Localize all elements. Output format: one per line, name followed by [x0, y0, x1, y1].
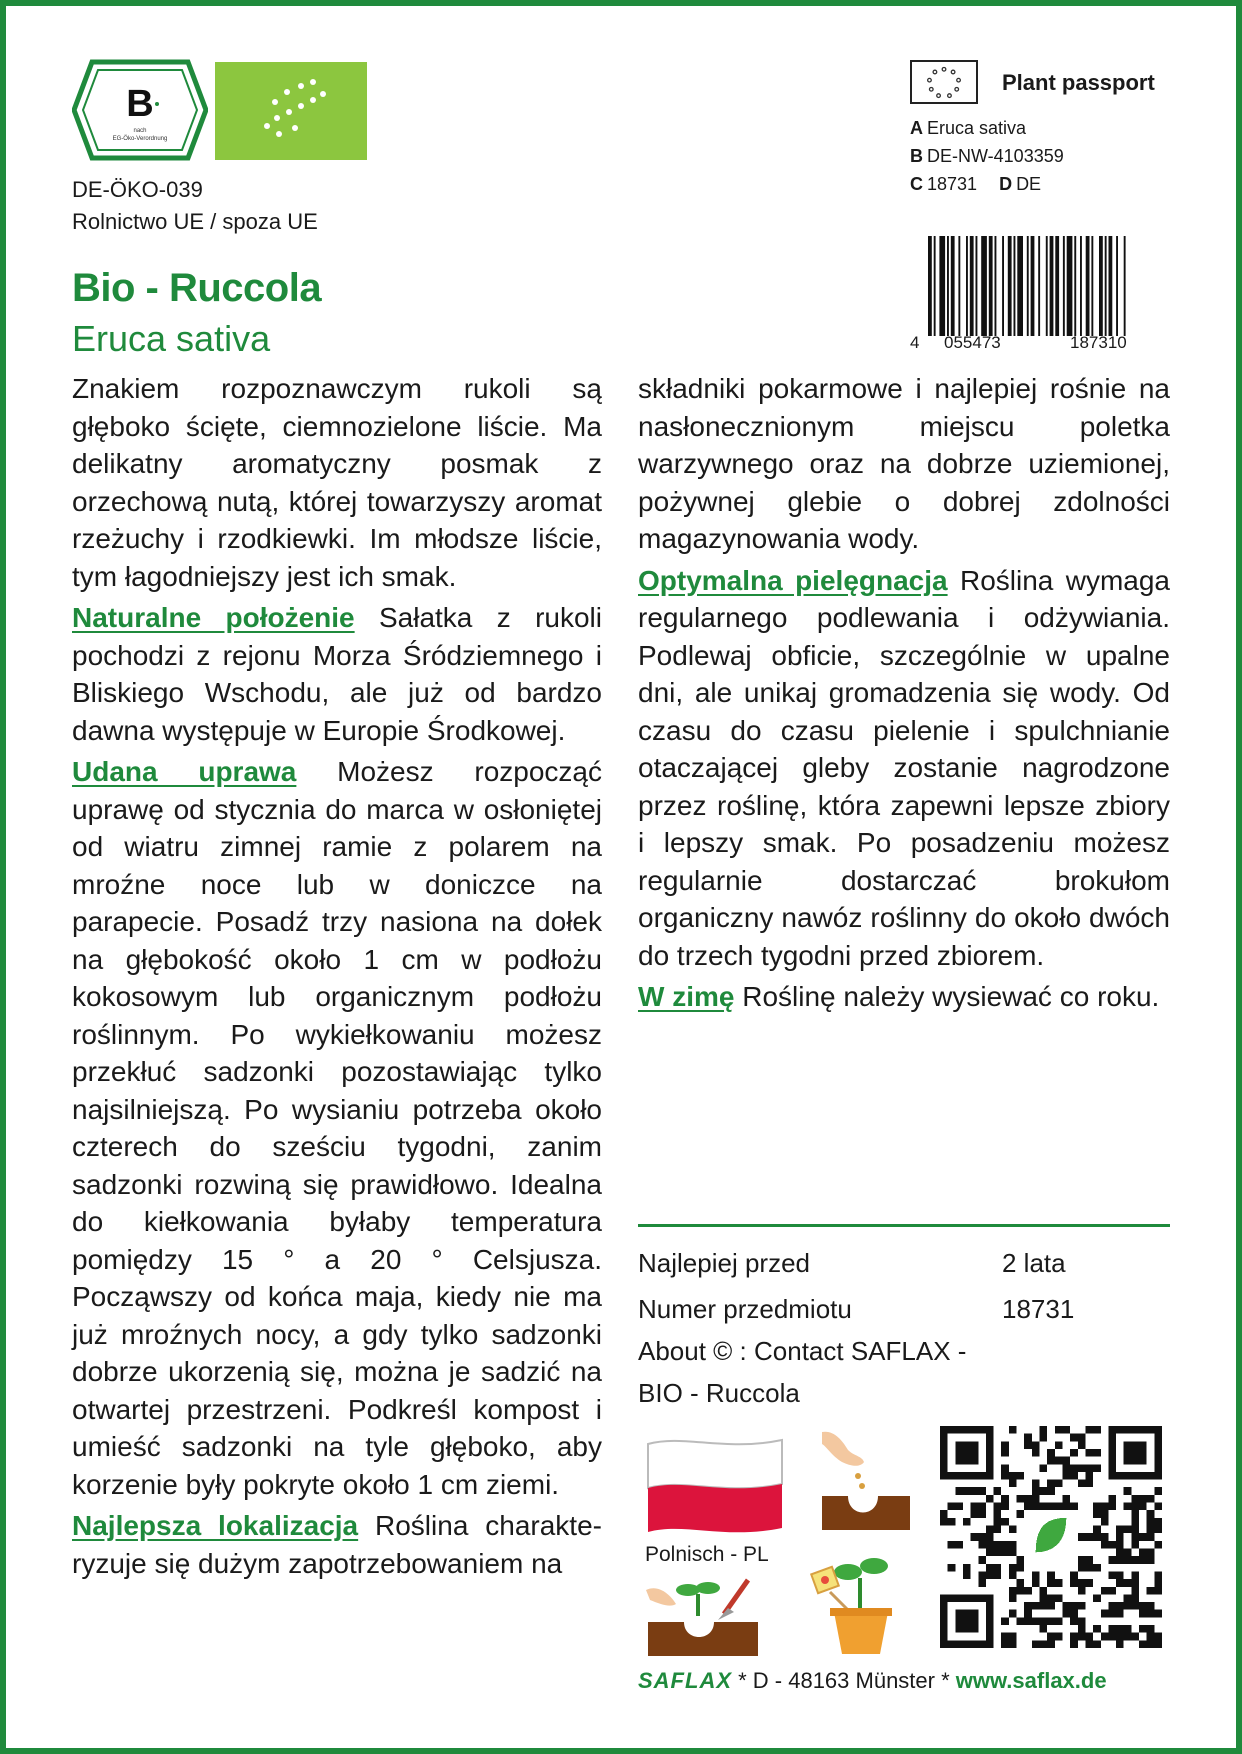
item-number-label: Numer przedmiotu — [638, 1294, 852, 1324]
plant-passport-details — [910, 114, 1064, 198]
location-continued: składniki pokarmowe i najlepiej rośnie na nasłonecznionym miejscu poletka warzywnego oraz na dobrze uziemionej, pożywnej glebie o dobrej zdolności magazynowania wody. — [638, 373, 1170, 554]
svg-text:nach: nach — [133, 128, 147, 134]
item-number-value: 18731 — [1002, 1294, 1075, 1324]
qr-code — [940, 1426, 1162, 1648]
poland-flag-icon — [644, 1434, 786, 1540]
passport-d-key: D — [999, 174, 1013, 194]
barcode — [928, 236, 1174, 336]
passport-b-key: B — [910, 146, 923, 166]
svg-text:B: B — [126, 83, 154, 125]
grow-paragraph — [72, 753, 602, 1503]
bio-seal-icon — [72, 58, 208, 162]
description-left-column — [72, 370, 602, 1586]
passport-a-key: A — [910, 118, 923, 138]
about-line-2: BIO - Ruccola — [638, 1378, 800, 1408]
description-right-column — [638, 370, 1170, 1020]
brand-name: SAFLAX — [638, 1668, 732, 1693]
winter-paragraph — [638, 978, 1170, 1016]
location-paragraph — [72, 1507, 602, 1582]
product-title: Bio - Ruccola — [72, 266, 322, 310]
sowing-seeds-icon — [818, 1426, 914, 1536]
product-latin-name: Eruca sativa — [72, 318, 271, 359]
eu-flag-icon — [910, 60, 978, 104]
grow-text: Możesz rozpocząć uprawę od stycznia do marca w osłoniętej od wiatru zimnej ramie z polarem na mroźne noce lub w doniczce na parapecie. Posadź trzy nasiona na dołek na głębokość około 1 cm w podłożu kokosowym lub organicznym podłożu roślinnym. Po wykiełkowaniu możesz przekłuć sadzonki pozostawiając tylko najsilniejszą. Po wysianiu potrzeba około czterech do sześciu tygodni, zanim sadzonki rozwiną się prawidłowo. Idealna do kiełkowania byłaby temperatura pomiędzy 15 ° a 20 ° Celsjusza. Począwszy od końca maja, kiedy nie ma już mroźnych nocy, a gdy tylko sadzonki dobrze ukorzenią się, można je sadzić na otwartej przestrzeni. Podkreśl kompost i umieść sadzonki na tyle głęboko, aby korzenie były pokryte około 1 cm ziemi. — [72, 756, 602, 1500]
barcode-digits-left: 055473 — [944, 333, 1001, 352]
intro-paragraph: Znakiem rozpoznawczym rukoli są głęboko ścięte, ciemnozielone liście. Ma delikatny aromatyczny posmak z orzechową nutą, której towarzyszy aromat rzeżuchy i rzodkiewki. Im młodsze liście, tym łagodniejszy jest ich smak. — [72, 373, 602, 592]
plant-passport-title: Plant passport — [1002, 70, 1155, 95]
passport-c-value: 18731 — [927, 174, 978, 194]
care-heading: Optymalna pielęgnacja — [638, 564, 948, 596]
barcode-digit-prefix: 4 — [910, 333, 920, 352]
location-heading: Najlepsza lokalizacja — [72, 1510, 359, 1541]
passport-c-key: C — [910, 174, 923, 194]
address: * D - 48163 Münster * — [732, 1668, 956, 1693]
language-label: Polnisch - PL — [645, 1543, 769, 1566]
cert-origin: Rolnictwo UE / spoza UE — [72, 209, 318, 234]
care-text: Roślina wymaga regularnego podlewania i odżywiania. Podlewaj obficie, szczególnie w upalne dni, ale unikaj gromadzenia się wody. Od czasu do czasu pielenie i spulchnianie otaczającej gleby zostanie nagrodzone przez roślinę, która zapewni lepsze zbiory i lepszy smak. Po posadzeniu możesz regularnie dostarczać brokułom organiczny nawóz roślinny do około dwóch do trzech tygodni przed zbiorem. — [638, 564, 1171, 971]
barcode-digits-right: 187310 — [1070, 333, 1127, 352]
best-before-label: Najlepiej przed — [638, 1248, 810, 1278]
natural-heading: Naturalne położenie — [72, 602, 355, 633]
best-before-value: 2 lata — [1002, 1248, 1066, 1278]
eu-organic-leaf-icon — [215, 62, 367, 160]
natural-paragraph — [72, 599, 602, 749]
care-paragraph — [638, 562, 1170, 975]
website-link[interactable]: www.saflax.de — [955, 1668, 1107, 1693]
footer — [638, 1668, 1107, 1694]
info-divider — [638, 1224, 1170, 1227]
winter-text: Roślinę należy wysiewać co roku. — [742, 981, 1160, 1012]
natural-text: Sałatka z rukoli pochodzi z rejonu Morza Śródziemnego i Bliskiego Wschodu, ale już od bardzo dawna występuje w Europie Środkowej. — [72, 602, 602, 746]
location-text-start: Roślina charakteryzuje się dużym zapotrzebowaniem na — [72, 1510, 602, 1579]
passport-a-value: Eruca sativa — [927, 118, 1027, 138]
planting-seedling-icon — [644, 1570, 762, 1658]
potted-plant-icon — [800, 1548, 910, 1658]
cert-code: DE-ÖKO-039 — [72, 177, 203, 202]
certification-info — [72, 174, 318, 238]
grow-heading: Udana uprawa — [72, 756, 297, 787]
passport-b-value: DE-NW-4103359 — [927, 146, 1064, 166]
passport-d-value: DE — [1016, 174, 1042, 194]
svg-text:EG-Öko-Verordnung: EG-Öko-Verordnung — [112, 136, 168, 142]
about-line-1: About © : Contact SAFLAX - — [638, 1336, 967, 1366]
winter-heading: W zimę — [638, 981, 735, 1012]
